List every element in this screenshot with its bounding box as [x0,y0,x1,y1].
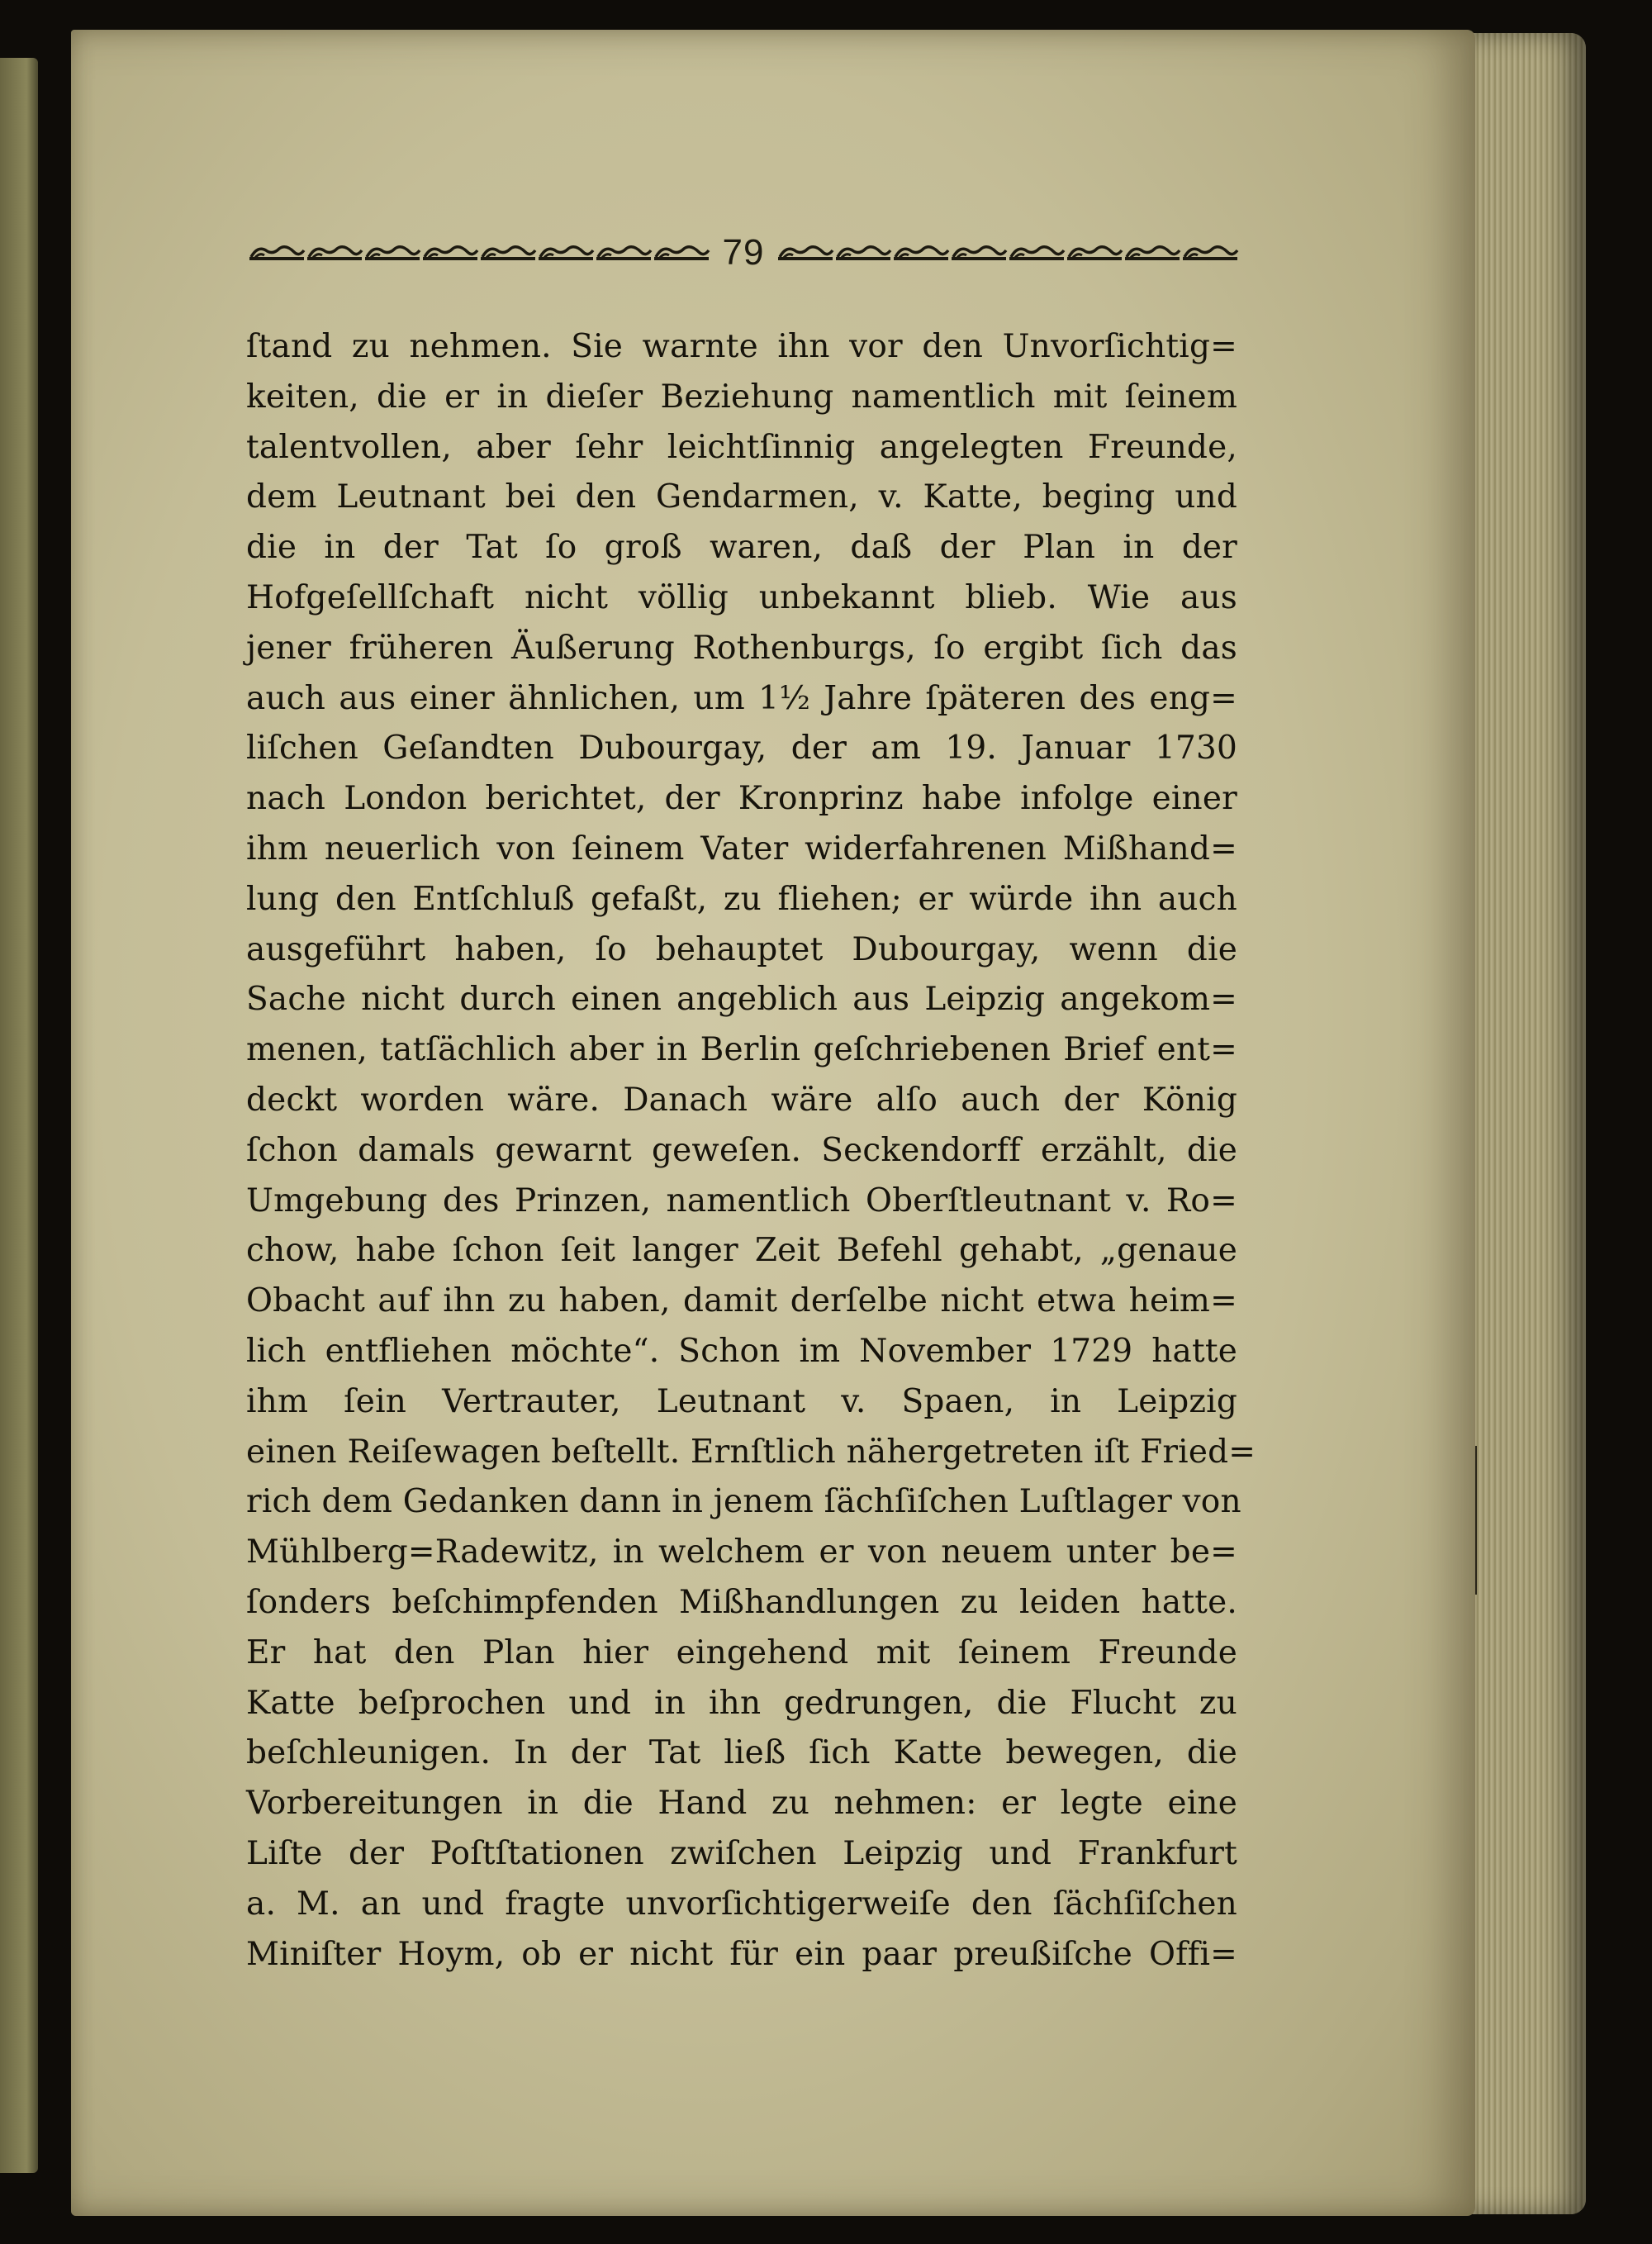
text-line: deckt worden wäre. Danach wäre alſo auch der König [246,1081,1237,1119]
text-line: ſchon damals gewarnt geweſen. Seckendorff erzählt, die [246,1131,1237,1169]
text-line: Mühlberg=Radewitz, in welchem er von neuem unter be= [246,1533,1237,1571]
book-page-stack [1462,33,1586,2214]
page-header [248,228,1239,278]
text-line: ausgeführt haben, ſo behauptet Dubourgay, wenn die [246,930,1237,968]
text-line: ſonders beſchimpfenden Mißhandlungen zu leiden hatte. [246,1583,1237,1621]
text-line: a. M. an und fragte unvorſichtigerweiſe den ſächſiſchen [246,1885,1237,1923]
text-line: nach London berichtet, der Kronprinz habe infolge einer [246,780,1237,818]
text-line: ihm neuerlich von ſeinem Vater widerfahrenen Mißhand= [246,830,1237,868]
page-number: 79 [722,232,765,273]
text-line: talentvollen, aber ſehr leichtſinnig angelegten Freunde, [246,428,1237,466]
text-line: keiten, die er in dieſer Beziehung namentlich mit ſeinem [246,378,1237,416]
text-line: auch aus einer ähnlichen, um 1½ Jahre ſpäteren des eng= [246,679,1237,717]
text-line: rich dem Gedanken dann in jenem ſächſiſchen Luſtlager von [246,1483,1241,1521]
ornament-border-icon [776,240,1239,265]
text-line: einen Reiſewagen beſtellt. Ernſtlich nähergetreten iſt Fried= [246,1433,1256,1471]
text-line: Hofgeſellſchaft nicht völlig unbekannt blieb. Wie aus [246,578,1237,616]
text-line: beſchleunigen. In der Tat ließ ſich Katte bewegen, die [246,1734,1237,1772]
text-line: Liſte der Poſtſtationen zwiſchen Leipzig und Frankfurt [246,1834,1237,1872]
ornament-border-icon [248,240,710,265]
text-line: Katte beſprochen und in ihn gedrungen, die Flucht zu [246,1684,1237,1722]
text-line: lung den Entſchluß gefaßt, zu fliehen; er würde ihn auch [246,880,1237,918]
text-line: dem Leutnant bei den Gendarmen, v. Katte, beging und [246,478,1237,516]
header-ornament-left [248,240,710,265]
text-line: menen, tatſächlich aber in Berlin geſchriebenen Brief ent= [246,1031,1237,1069]
text-line: jener früheren Äußerung Rothenburgs, ſo ergibt ſich das [246,629,1237,667]
text-line: Umgebung des Prinzen, namentlich Oberſtleutnant v. Ro= [246,1181,1237,1219]
text-line: liſchen Geſandten Dubourgay, der am 19. Januar 1730 [246,730,1237,768]
text-line: Er hat den Plan hier eingehend mit ſeinem Freunde [246,1633,1237,1671]
text-line: Sache nicht durch einen angeblich aus Leipzig angekom= [246,981,1237,1019]
text-line: ſtand zu nehmen. Sie warnte ihn vor den Unvorſichtig= [246,328,1237,365]
text-line: Miniſter Hoym, ob er nicht für ein paar preußiſche Offi= [246,1935,1237,1973]
facing-page-edge [0,58,38,2173]
body-text [246,322,1256,1980]
text-line: die in der Tat ſo groß waren, daß der Plan in der [246,529,1237,567]
text-line: Vorbereitungen in die Hand zu nehmen: er legte eine [246,1785,1237,1823]
text-line: lich entfliehen möchte“. Schon im November 1729 hatte [246,1332,1237,1370]
text-line: Obacht auf ihn zu haben, damit derſelbe nicht etwa heim= [246,1282,1237,1320]
text-line: chow, habe ſchon ſeit langer Zeit Befehl gehabt, „genaue [246,1232,1237,1270]
text-line: ihm ſein Vertrauter, Leutnant v. Spaen, in Leipzig [246,1382,1237,1420]
header-ornament-right [776,240,1239,265]
